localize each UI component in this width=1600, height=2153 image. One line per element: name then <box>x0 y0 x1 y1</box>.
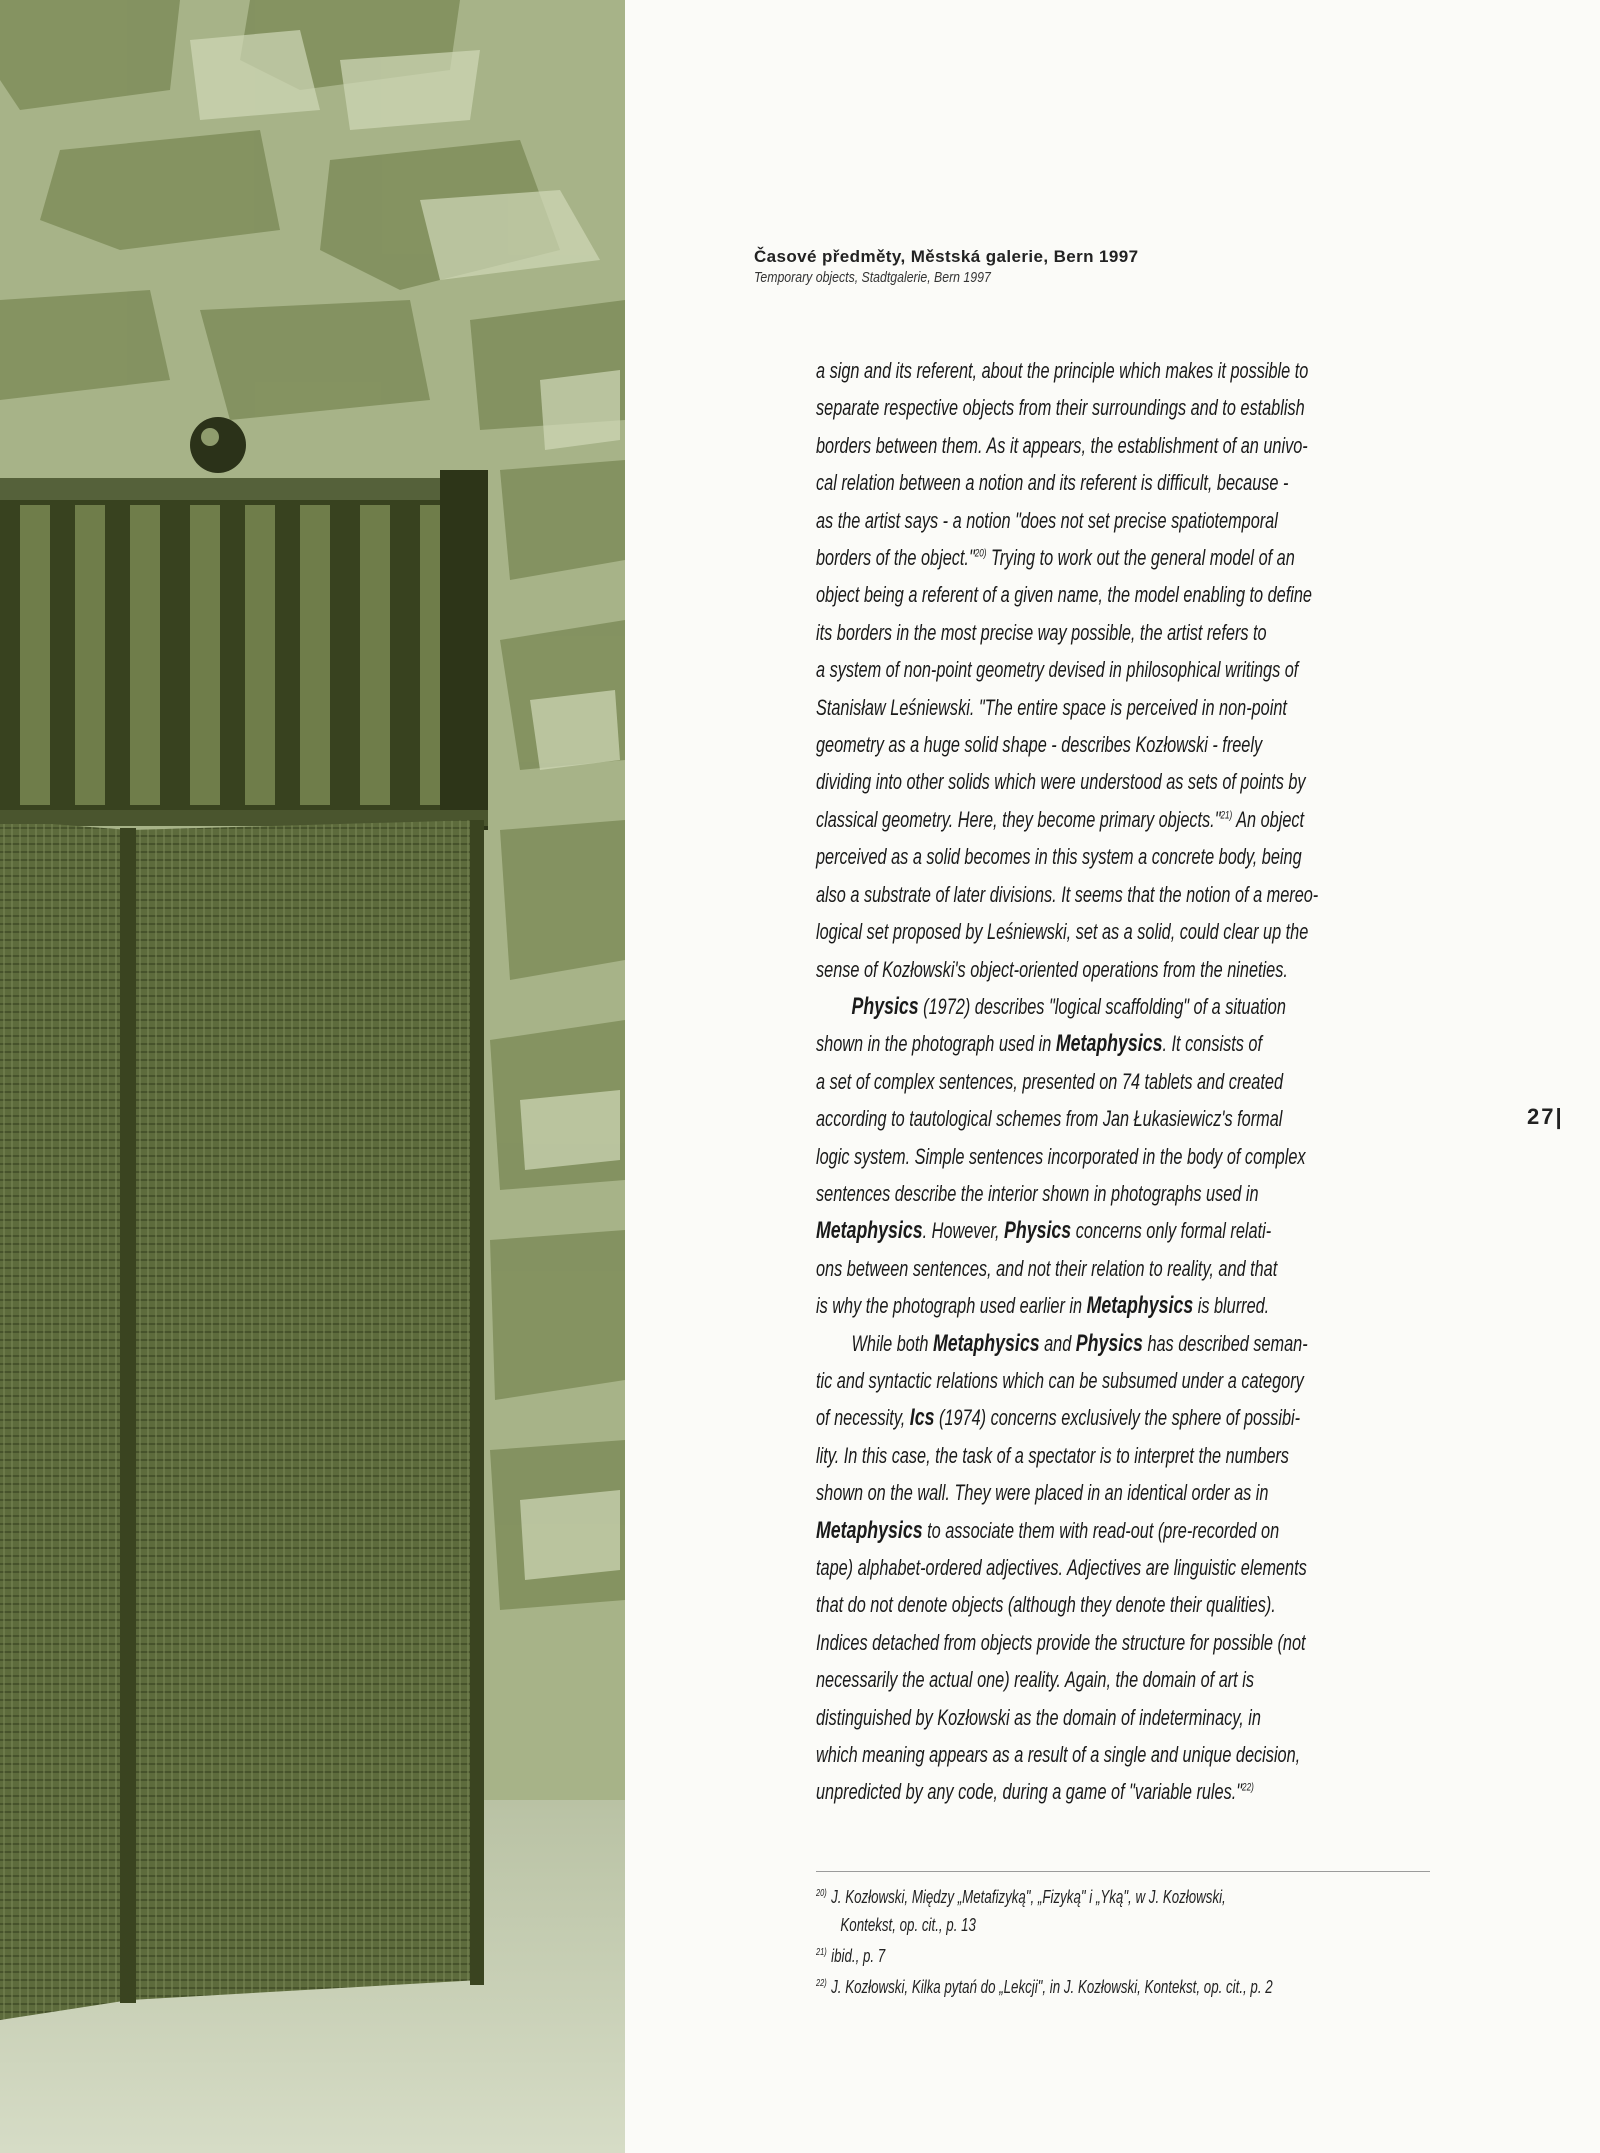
work-title: Metaphysics <box>1086 1292 1194 1320</box>
text-line <box>816 1512 1280 1549</box>
text-line: as the artist says - a notion "does not set precise spatiotemporal <box>816 507 1278 533</box>
footnote-number: 20) <box>816 1888 827 1899</box>
text-line: sense of Kozłowski's object-oriented operations from the nineties. <box>816 956 1288 982</box>
text-line: borders between them. As it appears, the establishment of an univo- <box>816 432 1308 458</box>
text-fragment: has described seman- <box>1142 1330 1308 1356</box>
work-title: Metaphysics <box>1055 1030 1163 1058</box>
text-fragment: of necessity, <box>816 1405 910 1431</box>
footnote-divider <box>816 1871 1430 1872</box>
text-fragment: (1972) describes "logical scaffolding" of a situation <box>918 993 1286 1019</box>
text-line: tape) alphabet-ordered adjectives. Adjectives are linguistic elements <box>816 1555 1307 1580</box>
footnote-21 <box>816 1939 1275 1970</box>
text-line <box>816 1399 1301 1436</box>
text-line <box>816 801 1305 838</box>
text-line: Stanisław Leśniewski. "The entire space is perceived in non-point <box>816 694 1287 720</box>
text-line: lity. In this case, the task of a spectator is to interpret the numbers <box>816 1442 1289 1468</box>
work-title: Physics <box>851 992 919 1020</box>
footnotes <box>816 1880 1436 2001</box>
footnote-ref-20[interactable]: 20) <box>974 547 987 560</box>
text-line: according to tautological schemes from Jan Łukasiewicz's formal <box>816 1106 1283 1132</box>
text-fragment: and <box>1039 1330 1076 1356</box>
text-line: a sign and its referent, about the principle which makes it possible to <box>816 358 1309 383</box>
footnote-20-cont: Kontekst, op. cit., p. 13 <box>840 1915 976 1935</box>
work-title: Metaphysics <box>932 1329 1040 1357</box>
footnote-text: ibid., p. 7 <box>831 1946 886 1966</box>
footnote-number: 22) <box>816 1978 827 1989</box>
text-fragment: unpredicted by any code, during a game of "variable rules." <box>816 1779 1243 1805</box>
footnote-number: 21) <box>816 1947 827 1958</box>
text-line: perceived as a solid becomes in this system a concrete body, being <box>816 844 1302 870</box>
footnote-text: J. Kozłowski, Między „Metafizyką", „Fizyką" i „Yką", w J. Kozłowski, <box>831 1887 1226 1907</box>
text-line: Indices detached from objects provide the structure for possible (not <box>816 1629 1306 1655</box>
caption-czech: Časové předměty, Městská galerie, Bern 1997 <box>754 247 1139 266</box>
text-fragment: While both <box>851 1330 933 1356</box>
footnote-ref-21[interactable]: 21) <box>1220 809 1233 822</box>
text-line: shown on the wall. They were placed in an identical order as in <box>816 1480 1269 1506</box>
text-fragment: is blurred. <box>1193 1293 1270 1319</box>
text-line: sentences describe the interior shown in photographs used in <box>816 1180 1259 1206</box>
text-line <box>816 539 1295 576</box>
work-title: Ics <box>909 1404 935 1432</box>
text-line: its borders in the most precise way possible, the artist refers to <box>816 619 1267 645</box>
footnote-20 <box>816 1880 1275 1911</box>
text-line <box>816 1773 1254 1810</box>
text-line: dividing into other solids which were understood as sets of points by <box>816 769 1306 795</box>
text-line: distinguished by Kozłowski as the domain of indeterminacy, in <box>816 1704 1261 1730</box>
photo-caption <box>754 246 1254 288</box>
footnote-ref-22[interactable]: 22) <box>1242 1782 1254 1795</box>
text-line: that do not denote objects (although they denote their qualities). <box>816 1592 1276 1618</box>
text-line: also a substrate of later divisions. It seems that the notion of a mereo- <box>816 881 1319 907</box>
text-fragment: borders of the object." <box>816 545 975 571</box>
work-title: Physics <box>1004 1217 1072 1245</box>
text-line: logical set proposed by Leśniewski, set as a solid, could clear up the <box>816 919 1309 945</box>
text-fragment: An object <box>1232 806 1305 832</box>
text-line: logic system. Simple sentences incorporated in the body of complex <box>816 1143 1306 1169</box>
text-line: geometry as a huge solid shape - describes Kozłowski - freely <box>816 732 1263 758</box>
text-fragment: is why the photograph used earlier in <box>816 1293 1087 1319</box>
text-fragment: classical geometry. Here, they become primary objects." <box>816 806 1221 832</box>
caption-english: Temporary objects, Stadtgalerie, Bern 1997 <box>754 269 991 286</box>
text-fragment: (1974) concerns exclusively the sphere of possibi- <box>934 1405 1301 1431</box>
text-line: object being a referent of a given name, the model enabling to define <box>816 582 1312 608</box>
work-title: Physics <box>1075 1329 1143 1357</box>
text-line <box>816 1325 1308 1362</box>
text-line: separate respective objects from their surroundings and to establish <box>816 395 1305 421</box>
footnote-22 <box>816 1970 1275 2001</box>
text-line <box>816 1212 1272 1249</box>
text-line: a set of complex sentences, presented on 74 tablets and created <box>816 1068 1283 1094</box>
text-line: cal relation between a notion and its referent is difficult, because - <box>816 470 1289 496</box>
text-fragment: concerns only formal relati- <box>1071 1218 1272 1244</box>
exhibition-photo <box>0 0 625 2153</box>
text-line <box>816 1287 1270 1324</box>
text-line: which meaning appears as a result of a single and unique decision, <box>816 1742 1301 1768</box>
footnote-text: J. Kozłowski, Kilka pytań do „Lekcji", in J. Kozłowski, Kontekst, op. cit., p. 2 <box>831 1977 1273 1997</box>
work-title: Metaphysics <box>816 1516 923 1544</box>
page-number: 27| <box>1527 1104 1564 1129</box>
text-line: a system of non-point geometry devised in philosophical writings of <box>816 657 1299 683</box>
text-fragment: . However, <box>922 1218 1005 1244</box>
text-line: ons between sentences, and not their relation to reality, and that <box>816 1255 1278 1281</box>
text-line: tic and syntactic relations which can be subsumed under a category <box>816 1367 1304 1393</box>
text-fragment: shown in the photograph used in <box>816 1031 1056 1057</box>
work-title: Metaphysics <box>816 1217 923 1245</box>
text-line <box>816 1025 1262 1062</box>
text-line <box>816 988 1286 1025</box>
text-line: necessarily the actual one) reality. Again, the domain of art is <box>816 1667 1254 1693</box>
text-fragment: . It consists of <box>1162 1031 1262 1057</box>
text-fragment: Trying to work out the general model of an <box>986 545 1295 571</box>
article-body <box>816 352 1396 1811</box>
text-fragment: to associate them with read-out (pre-recorded on <box>922 1517 1280 1543</box>
